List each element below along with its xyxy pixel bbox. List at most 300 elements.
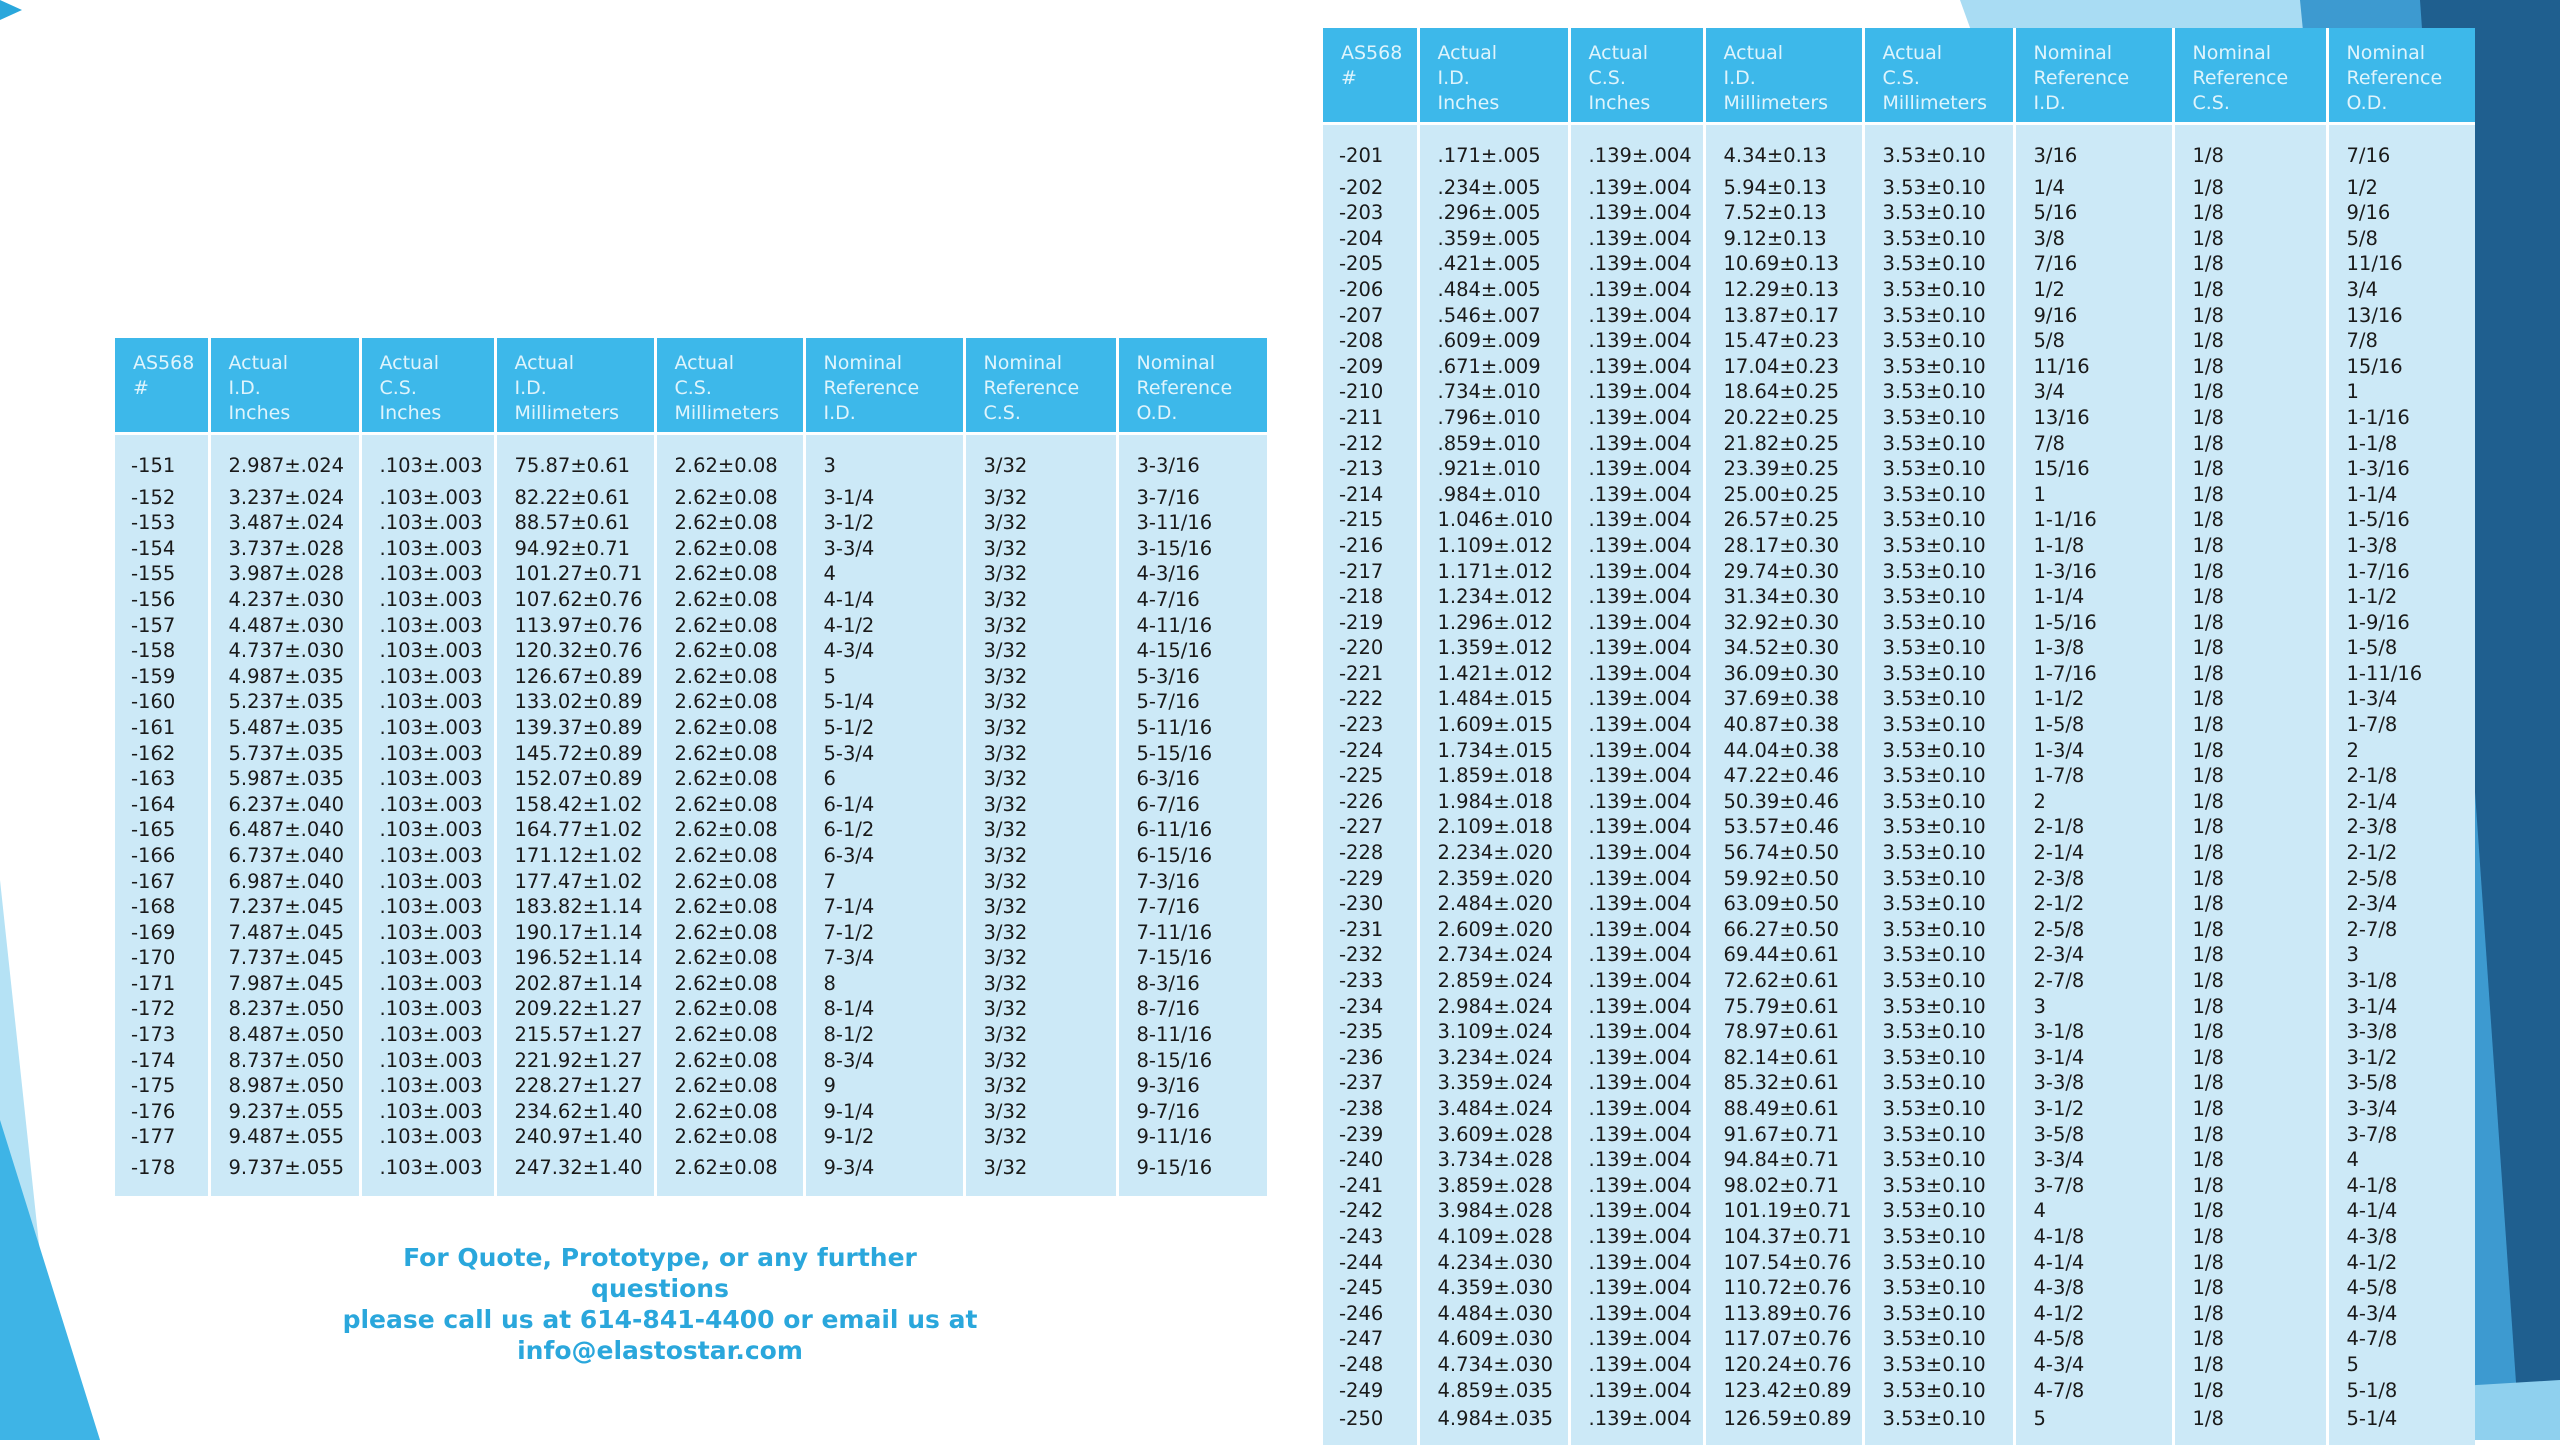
cell-nominal-ref-cs: 3/32: [964, 741, 1117, 767]
cell-nominal-ref-id: 9-3/4: [804, 1150, 964, 1196]
cell-actual-cs-inches: .139±.004: [1569, 789, 1704, 815]
cell-as568-number: -239: [1323, 1122, 1418, 1148]
table-row: [1323, 738, 2475, 764]
table-row: [1323, 1378, 2475, 1404]
cell-nominal-ref-od: 4: [2327, 1147, 2475, 1173]
cell-nominal-ref-od: 1-3/4: [2327, 686, 2475, 712]
cell-actual-cs-mm: 3.53±0.10: [1863, 1250, 2014, 1276]
cell-actual-id-mm: 202.87±1.14: [495, 971, 655, 997]
table-row: [115, 920, 1267, 946]
cell-actual-id-inches: 3.237±.024: [209, 485, 360, 511]
cell-nominal-ref-od: 3: [2327, 942, 2475, 968]
cell-actual-id-inches: 8.237±.050: [209, 996, 360, 1022]
cell-actual-cs-inches: .103±.003: [360, 561, 495, 587]
contact-line: please call us at 614-841-4400 or email us at: [342, 1305, 978, 1334]
cell-nominal-ref-od: 1-5/8: [2327, 635, 2475, 661]
cell-as568-number: -246: [1323, 1301, 1418, 1327]
cell-as568-number: -236: [1323, 1045, 1418, 1071]
cell-actual-cs-mm: 2.62±0.08: [655, 613, 804, 639]
table-row: [1323, 1224, 2475, 1250]
cell-actual-id-mm: 15.47±0.23: [1704, 328, 1863, 354]
cell-nominal-ref-id: 4-3/8: [2014, 1275, 2173, 1301]
cell-actual-cs-inches: .139±.004: [1569, 814, 1704, 840]
cell-as568-number: -217: [1323, 559, 1418, 585]
cell-as568-number: -170: [115, 945, 209, 971]
cell-actual-cs-mm: 3.53±0.10: [1863, 763, 2014, 789]
cell-nominal-ref-od: 4-1/4: [2327, 1198, 2475, 1224]
cell-nominal-ref-id: 9-1/4: [804, 1099, 964, 1125]
cell-as568-number: -172: [115, 996, 209, 1022]
cell-nominal-ref-cs: 3/32: [964, 536, 1117, 562]
cell-actual-cs-mm: 2.62±0.08: [655, 766, 804, 792]
cell-actual-cs-inches: .139±.004: [1569, 635, 1704, 661]
cell-nominal-ref-cs: 1/8: [2173, 917, 2327, 943]
cell-as568-number: -248: [1323, 1352, 1418, 1378]
cell-nominal-ref-id: 1/2: [2014, 277, 2173, 303]
cell-actual-id-inches: 2.484±.020: [1418, 891, 1569, 917]
cell-nominal-ref-id: 13/16: [2014, 405, 2173, 431]
cell-as568-number: -216: [1323, 533, 1418, 559]
cell-actual-cs-mm: 2.62±0.08: [655, 945, 804, 971]
cell-actual-cs-inches: .103±.003: [360, 843, 495, 869]
cell-nominal-ref-cs: 1/8: [2173, 1147, 2327, 1173]
cell-actual-cs-inches: .139±.004: [1569, 584, 1704, 610]
cell-nominal-ref-id: 3-5/8: [2014, 1122, 2173, 1148]
cell-nominal-ref-od: 13/16: [2327, 303, 2475, 329]
cell-nominal-ref-cs: 1/8: [2173, 1378, 2327, 1404]
cell-actual-cs-mm: 3.53±0.10: [1863, 1019, 2014, 1045]
cell-nominal-ref-id: 3-1/4: [804, 485, 964, 511]
cell-actual-id-inches: 1.984±.018: [1418, 789, 1569, 815]
cell-nominal-ref-od: 1-1/2: [2327, 584, 2475, 610]
cell-nominal-ref-id: 15/16: [2014, 456, 2173, 482]
cell-actual-cs-mm: 2.62±0.08: [655, 894, 804, 920]
header-actual-id-inches: Actual I.D. Inches: [1418, 28, 1569, 124]
cell-as568-number: -219: [1323, 610, 1418, 636]
cell-nominal-ref-od: 4-3/16: [1117, 561, 1267, 587]
cell-actual-id-mm: 91.67±0.71: [1704, 1122, 1863, 1148]
cell-as568-number: -165: [115, 817, 209, 843]
cell-nominal-ref-id: 4-3/4: [804, 638, 964, 664]
cell-actual-id-inches: 1.359±.012: [1418, 635, 1569, 661]
cell-actual-id-mm: 247.32±1.40: [495, 1150, 655, 1196]
table-row: [1323, 994, 2475, 1020]
cell-actual-id-mm: 9.12±0.13: [1704, 226, 1863, 252]
cell-nominal-ref-od: 5-1/4: [2327, 1403, 2475, 1445]
cell-nominal-ref-cs: 1/8: [2173, 942, 2327, 968]
cell-actual-id-mm: 53.57±0.46: [1704, 814, 1863, 840]
cell-nominal-ref-od: 3-11/16: [1117, 510, 1267, 536]
cell-actual-cs-inches: .103±.003: [360, 587, 495, 613]
cell-nominal-ref-cs: 3/32: [964, 869, 1117, 895]
table-row: [115, 1048, 1267, 1074]
cell-actual-cs-mm: 3.53±0.10: [1863, 251, 2014, 277]
cell-nominal-ref-od: 11/16: [2327, 251, 2475, 277]
cell-actual-id-inches: .296±.005: [1418, 200, 1569, 226]
cell-actual-id-inches: 3.987±.028: [209, 561, 360, 587]
cell-nominal-ref-id: 5-3/4: [804, 741, 964, 767]
cell-as568-number: -201: [1323, 124, 1418, 175]
cell-nominal-ref-cs: 1/8: [2173, 610, 2327, 636]
cell-nominal-ref-od: 3-3/8: [2327, 1019, 2475, 1045]
cell-nominal-ref-od: 8-3/16: [1117, 971, 1267, 997]
cell-actual-cs-mm: 3.53±0.10: [1863, 303, 2014, 329]
cell-actual-cs-mm: 2.62±0.08: [655, 664, 804, 690]
cell-actual-cs-mm: 3.53±0.10: [1863, 814, 2014, 840]
cell-nominal-ref-od: 6-11/16: [1117, 817, 1267, 843]
cell-as568-number: -228: [1323, 840, 1418, 866]
cell-nominal-ref-od: 4-1/2: [2327, 1250, 2475, 1276]
cell-nominal-ref-cs: 3/32: [964, 945, 1117, 971]
cell-actual-cs-mm: 3.53±0.10: [1863, 1224, 2014, 1250]
table-row: [1323, 1070, 2475, 1096]
cell-as568-number: -224: [1323, 738, 1418, 764]
cell-actual-id-inches: 4.487±.030: [209, 613, 360, 639]
cell-nominal-ref-id: 7-1/4: [804, 894, 964, 920]
cell-nominal-ref-id: 7/16: [2014, 251, 2173, 277]
cell-actual-id-inches: 3.109±.024: [1418, 1019, 1569, 1045]
cell-nominal-ref-id: 8: [804, 971, 964, 997]
cell-nominal-ref-cs: 1/8: [2173, 686, 2327, 712]
cell-actual-id-mm: 66.27±0.50: [1704, 917, 1863, 943]
cell-nominal-ref-od: 3-5/8: [2327, 1070, 2475, 1096]
cell-nominal-ref-od: 1-3/8: [2327, 533, 2475, 559]
cell-nominal-ref-od: 9-7/16: [1117, 1099, 1267, 1125]
cell-actual-cs-inches: .103±.003: [360, 1048, 495, 1074]
cell-nominal-ref-cs: 3/32: [964, 1099, 1117, 1125]
cell-nominal-ref-id: 3: [804, 434, 964, 485]
cell-actual-cs-mm: 3.53±0.10: [1863, 942, 2014, 968]
table-row: [115, 485, 1267, 511]
cell-actual-id-mm: 20.22±0.25: [1704, 405, 1863, 431]
cell-nominal-ref-id: 1-1/8: [2014, 533, 2173, 559]
cell-actual-cs-mm: 3.53±0.10: [1863, 354, 2014, 380]
cell-actual-id-mm: 234.62±1.40: [495, 1099, 655, 1125]
cell-nominal-ref-od: 2-3/4: [2327, 891, 2475, 917]
table-row: [1323, 1122, 2475, 1148]
table-row: [1323, 686, 2475, 712]
cell-actual-cs-mm: 3.53±0.10: [1863, 840, 2014, 866]
cell-actual-cs-inches: .139±.004: [1569, 328, 1704, 354]
cell-actual-cs-mm: 3.53±0.10: [1863, 1378, 2014, 1404]
cell-nominal-ref-cs: 3/32: [964, 817, 1117, 843]
table-row: [1323, 431, 2475, 457]
cell-actual-cs-mm: 3.53±0.10: [1863, 866, 2014, 892]
cell-actual-id-inches: 5.987±.035: [209, 766, 360, 792]
cell-as568-number: -221: [1323, 661, 1418, 687]
cell-actual-id-inches: 4.234±.030: [1418, 1250, 1569, 1276]
cell-nominal-ref-od: 5: [2327, 1352, 2475, 1378]
cell-actual-id-mm: 120.24±0.76: [1704, 1352, 1863, 1378]
cell-nominal-ref-cs: 1/8: [2173, 866, 2327, 892]
cell-actual-id-inches: 4.609±.030: [1418, 1326, 1569, 1352]
cell-nominal-ref-od: 3-15/16: [1117, 536, 1267, 562]
table-row: [1323, 610, 2475, 636]
cell-actual-id-mm: 7.52±0.13: [1704, 200, 1863, 226]
cell-nominal-ref-id: 11/16: [2014, 354, 2173, 380]
cell-as568-number: -245: [1323, 1275, 1418, 1301]
cell-actual-id-mm: 171.12±1.02: [495, 843, 655, 869]
cell-as568-number: -210: [1323, 379, 1418, 405]
cell-as568-number: -173: [115, 1022, 209, 1048]
cell-nominal-ref-cs: 1/8: [2173, 891, 2327, 917]
table-row: [1323, 1301, 2475, 1327]
cell-actual-id-inches: 7.237±.045: [209, 894, 360, 920]
cell-actual-id-inches: .671±.009: [1418, 354, 1569, 380]
cell-actual-cs-inches: .139±.004: [1569, 1173, 1704, 1199]
cell-actual-id-mm: 164.77±1.02: [495, 817, 655, 843]
cell-actual-cs-mm: 2.62±0.08: [655, 638, 804, 664]
cell-as568-number: -154: [115, 536, 209, 562]
cell-nominal-ref-id: 6-1/4: [804, 792, 964, 818]
cell-nominal-ref-cs: 1/8: [2173, 405, 2327, 431]
header-nominal-ref-cs: Nominal Reference C.S.: [964, 338, 1117, 434]
cell-actual-cs-mm: 2.62±0.08: [655, 792, 804, 818]
cell-nominal-ref-id: 3-3/8: [2014, 1070, 2173, 1096]
cell-actual-id-inches: .359±.005: [1418, 226, 1569, 252]
cell-actual-id-mm: 25.00±0.25: [1704, 482, 1863, 508]
cell-nominal-ref-cs: 1/8: [2173, 1352, 2327, 1378]
cell-nominal-ref-id: 7/8: [2014, 431, 2173, 457]
cell-actual-cs-mm: 3.53±0.10: [1863, 200, 2014, 226]
table-row: [115, 638, 1267, 664]
cell-actual-id-mm: 72.62±0.61: [1704, 968, 1863, 994]
cell-nominal-ref-id: 3-1/4: [2014, 1045, 2173, 1071]
cell-nominal-ref-od: 1-1/16: [2327, 405, 2475, 431]
cell-actual-cs-mm: 3.53±0.10: [1863, 994, 2014, 1020]
cell-nominal-ref-od: 1-7/16: [2327, 559, 2475, 585]
cell-actual-id-inches: .921±.010: [1418, 456, 1569, 482]
cell-nominal-ref-cs: 1/8: [2173, 328, 2327, 354]
cell-actual-cs-inches: .139±.004: [1569, 840, 1704, 866]
cell-actual-cs-mm: 2.62±0.08: [655, 587, 804, 613]
cell-nominal-ref-od: 7-7/16: [1117, 894, 1267, 920]
cell-as568-number: -222: [1323, 686, 1418, 712]
cell-actual-id-inches: .171±.005: [1418, 124, 1569, 175]
cell-nominal-ref-od: 7-15/16: [1117, 945, 1267, 971]
cell-nominal-ref-id: 5: [804, 664, 964, 690]
cell-actual-cs-mm: 3.53±0.10: [1863, 124, 2014, 175]
cell-actual-cs-inches: .139±.004: [1569, 738, 1704, 764]
cell-as568-number: -164: [115, 792, 209, 818]
cell-actual-cs-mm: 2.62±0.08: [655, 485, 804, 511]
cell-actual-id-inches: 4.109±.028: [1418, 1224, 1569, 1250]
cell-nominal-ref-od: 9-15/16: [1117, 1150, 1267, 1196]
cell-actual-id-inches: 1.609±.015: [1418, 712, 1569, 738]
table-row: [1323, 917, 2475, 943]
cell-actual-id-mm: 4.34±0.13: [1704, 124, 1863, 175]
cell-actual-id-mm: 88.49±0.61: [1704, 1096, 1863, 1122]
cell-nominal-ref-od: 9-3/16: [1117, 1073, 1267, 1099]
cell-actual-cs-inches: .139±.004: [1569, 200, 1704, 226]
cell-actual-id-mm: 133.02±0.89: [495, 689, 655, 715]
cell-actual-cs-inches: .139±.004: [1569, 507, 1704, 533]
cell-nominal-ref-od: 4-5/8: [2327, 1275, 2475, 1301]
cell-actual-id-inches: .734±.010: [1418, 379, 1569, 405]
table-row: [1323, 456, 2475, 482]
cell-actual-id-inches: 3.487±.024: [209, 510, 360, 536]
cell-actual-cs-inches: .103±.003: [360, 869, 495, 895]
cell-actual-cs-inches: .103±.003: [360, 1150, 495, 1196]
cell-actual-id-mm: 47.22±0.46: [1704, 763, 1863, 789]
cell-actual-cs-mm: 3.53±0.10: [1863, 1198, 2014, 1224]
cell-actual-id-inches: .421±.005: [1418, 251, 1569, 277]
cell-actual-id-mm: 56.74±0.50: [1704, 840, 1863, 866]
cell-actual-cs-inches: .103±.003: [360, 664, 495, 690]
cell-as568-number: -167: [115, 869, 209, 895]
header-nominal-ref-od: Nominal Reference O.D.: [2327, 28, 2475, 124]
cell-nominal-ref-id: 3-7/8: [2014, 1173, 2173, 1199]
cell-actual-cs-mm: 3.53±0.10: [1863, 559, 2014, 585]
table-row: [1323, 814, 2475, 840]
cell-nominal-ref-cs: 1/8: [2173, 1198, 2327, 1224]
cell-actual-cs-mm: 2.62±0.08: [655, 971, 804, 997]
cell-nominal-ref-cs: 1/8: [2173, 277, 2327, 303]
cell-actual-cs-mm: 3.53±0.10: [1863, 226, 2014, 252]
cell-actual-id-mm: 101.19±0.71: [1704, 1198, 1863, 1224]
cell-as568-number: -159: [115, 664, 209, 690]
cell-nominal-ref-id: 1: [2014, 482, 2173, 508]
cell-actual-id-inches: 1.734±.015: [1418, 738, 1569, 764]
cell-actual-id-mm: 5.94±0.13: [1704, 175, 1863, 201]
header-actual-id-mm: Actual I.D. Millimeters: [495, 338, 655, 434]
cell-nominal-ref-od: 2-1/2: [2327, 840, 2475, 866]
cell-nominal-ref-cs: 1/8: [2173, 124, 2327, 175]
cell-actual-cs-inches: .139±.004: [1569, 1224, 1704, 1250]
cell-actual-id-mm: 113.89±0.76: [1704, 1301, 1863, 1327]
cell-nominal-ref-id: 2-3/4: [2014, 942, 2173, 968]
cell-nominal-ref-cs: 1/8: [2173, 226, 2327, 252]
cell-actual-cs-mm: 2.62±0.08: [655, 510, 804, 536]
table-row: [1323, 559, 2475, 585]
cell-actual-cs-inches: .103±.003: [360, 689, 495, 715]
cell-actual-cs-mm: 2.62±0.08: [655, 561, 804, 587]
cell-actual-cs-inches: .103±.003: [360, 894, 495, 920]
cell-actual-id-inches: 3.859±.028: [1418, 1173, 1569, 1199]
cell-nominal-ref-id: 1-3/4: [2014, 738, 2173, 764]
cell-actual-id-inches: 4.984±.035: [1418, 1403, 1569, 1445]
cell-nominal-ref-id: 9-1/2: [804, 1124, 964, 1150]
cell-actual-id-mm: 82.14±0.61: [1704, 1045, 1863, 1071]
header-as568-number: AS568 #: [115, 338, 209, 434]
cell-actual-id-inches: .609±.009: [1418, 328, 1569, 354]
cell-as568-number: -163: [115, 766, 209, 792]
cell-actual-id-mm: 69.44±0.61: [1704, 942, 1863, 968]
cell-nominal-ref-od: 5-11/16: [1117, 715, 1267, 741]
table-row: [1323, 789, 2475, 815]
cell-actual-cs-inches: .139±.004: [1569, 1045, 1704, 1071]
cell-nominal-ref-cs: 3/32: [964, 485, 1117, 511]
cell-as568-number: -162: [115, 741, 209, 767]
cell-actual-id-inches: 4.734±.030: [1418, 1352, 1569, 1378]
cell-nominal-ref-cs: 1/8: [2173, 507, 2327, 533]
cell-as568-number: -247: [1323, 1326, 1418, 1352]
cell-actual-cs-mm: 3.53±0.10: [1863, 1122, 2014, 1148]
table-row: [1323, 1019, 2475, 1045]
cell-nominal-ref-cs: 3/32: [964, 766, 1117, 792]
table-row: [1323, 1352, 2475, 1378]
cell-nominal-ref-od: 6-7/16: [1117, 792, 1267, 818]
cell-nominal-ref-id: 4: [804, 561, 964, 587]
cell-actual-id-mm: 196.52±1.14: [495, 945, 655, 971]
table-row: [1323, 1326, 2475, 1352]
cell-nominal-ref-od: 5/8: [2327, 226, 2475, 252]
cell-actual-cs-mm: 2.62±0.08: [655, 741, 804, 767]
cell-as568-number: -214: [1323, 482, 1418, 508]
cell-actual-id-inches: 4.237±.030: [209, 587, 360, 613]
cell-actual-id-inches: .546±.007: [1418, 303, 1569, 329]
cell-actual-cs-mm: 2.62±0.08: [655, 920, 804, 946]
cell-actual-cs-inches: .139±.004: [1569, 354, 1704, 380]
cell-as568-number: -230: [1323, 891, 1418, 917]
cell-nominal-ref-od: 1: [2327, 379, 2475, 405]
cell-nominal-ref-od: 4-11/16: [1117, 613, 1267, 639]
cell-as568-number: -212: [1323, 431, 1418, 457]
cell-actual-id-mm: 75.87±0.61: [495, 434, 655, 485]
cell-nominal-ref-od: 3-3/16: [1117, 434, 1267, 485]
cell-actual-cs-inches: .139±.004: [1569, 1378, 1704, 1404]
cell-actual-id-inches: 2.987±.024: [209, 434, 360, 485]
cell-actual-id-mm: 126.67±0.89: [495, 664, 655, 690]
cell-as568-number: -229: [1323, 866, 1418, 892]
cell-actual-cs-mm: 2.62±0.08: [655, 817, 804, 843]
cell-nominal-ref-cs: 3/32: [964, 510, 1117, 536]
cell-nominal-ref-od: 2-5/8: [2327, 866, 2475, 892]
cell-nominal-ref-cs: 3/32: [964, 843, 1117, 869]
cell-actual-id-mm: 120.32±0.76: [495, 638, 655, 664]
cell-nominal-ref-id: 8-1/4: [804, 996, 964, 1022]
cell-nominal-ref-cs: 3/32: [964, 434, 1117, 485]
cell-actual-id-mm: 26.57±0.25: [1704, 507, 1863, 533]
cell-actual-cs-inches: .103±.003: [360, 485, 495, 511]
cell-actual-id-inches: 3.984±.028: [1418, 1198, 1569, 1224]
cell-nominal-ref-cs: 1/8: [2173, 482, 2327, 508]
cell-as568-number: -220: [1323, 635, 1418, 661]
cell-actual-cs-inches: .103±.003: [360, 817, 495, 843]
cell-nominal-ref-id: 1-1/2: [2014, 686, 2173, 712]
cell-nominal-ref-cs: 3/32: [964, 894, 1117, 920]
cell-actual-cs-inches: .139±.004: [1569, 661, 1704, 687]
cell-actual-id-inches: 4.737±.030: [209, 638, 360, 664]
table-row: [1323, 891, 2475, 917]
cell-nominal-ref-id: 4-1/8: [2014, 1224, 2173, 1250]
cell-actual-cs-mm: 2.62±0.08: [655, 1099, 804, 1125]
cell-actual-cs-mm: 3.53±0.10: [1863, 1403, 2014, 1445]
cell-actual-id-mm: 107.54±0.76: [1704, 1250, 1863, 1276]
cell-actual-cs-mm: 3.53±0.10: [1863, 661, 2014, 687]
cell-actual-id-inches: 7.987±.045: [209, 971, 360, 997]
cell-nominal-ref-cs: 1/8: [2173, 1096, 2327, 1122]
cell-actual-cs-mm: 3.53±0.10: [1863, 405, 2014, 431]
cell-actual-id-mm: 13.87±0.17: [1704, 303, 1863, 329]
cell-nominal-ref-id: 3/16: [2014, 124, 2173, 175]
table-row: [115, 510, 1267, 536]
cell-actual-cs-inches: .139±.004: [1569, 251, 1704, 277]
contact-email-link[interactable]: info@elastostar.com: [517, 1336, 803, 1365]
header-nominal-ref-id: Nominal Reference I.D.: [804, 338, 964, 434]
table-row: [115, 817, 1267, 843]
cell-actual-id-mm: 117.07±0.76: [1704, 1326, 1863, 1352]
cell-nominal-ref-od: 1-3/16: [2327, 456, 2475, 482]
cell-actual-cs-mm: 2.62±0.08: [655, 996, 804, 1022]
cell-actual-id-inches: 2.234±.020: [1418, 840, 1569, 866]
cell-nominal-ref-cs: 1/8: [2173, 1173, 2327, 1199]
cell-actual-cs-mm: 3.53±0.10: [1863, 533, 2014, 559]
cell-nominal-ref-id: 3-3/4: [2014, 1147, 2173, 1173]
cell-nominal-ref-id: 3/8: [2014, 226, 2173, 252]
cell-actual-cs-inches: .103±.003: [360, 510, 495, 536]
cell-actual-id-inches: 2.984±.024: [1418, 994, 1569, 1020]
